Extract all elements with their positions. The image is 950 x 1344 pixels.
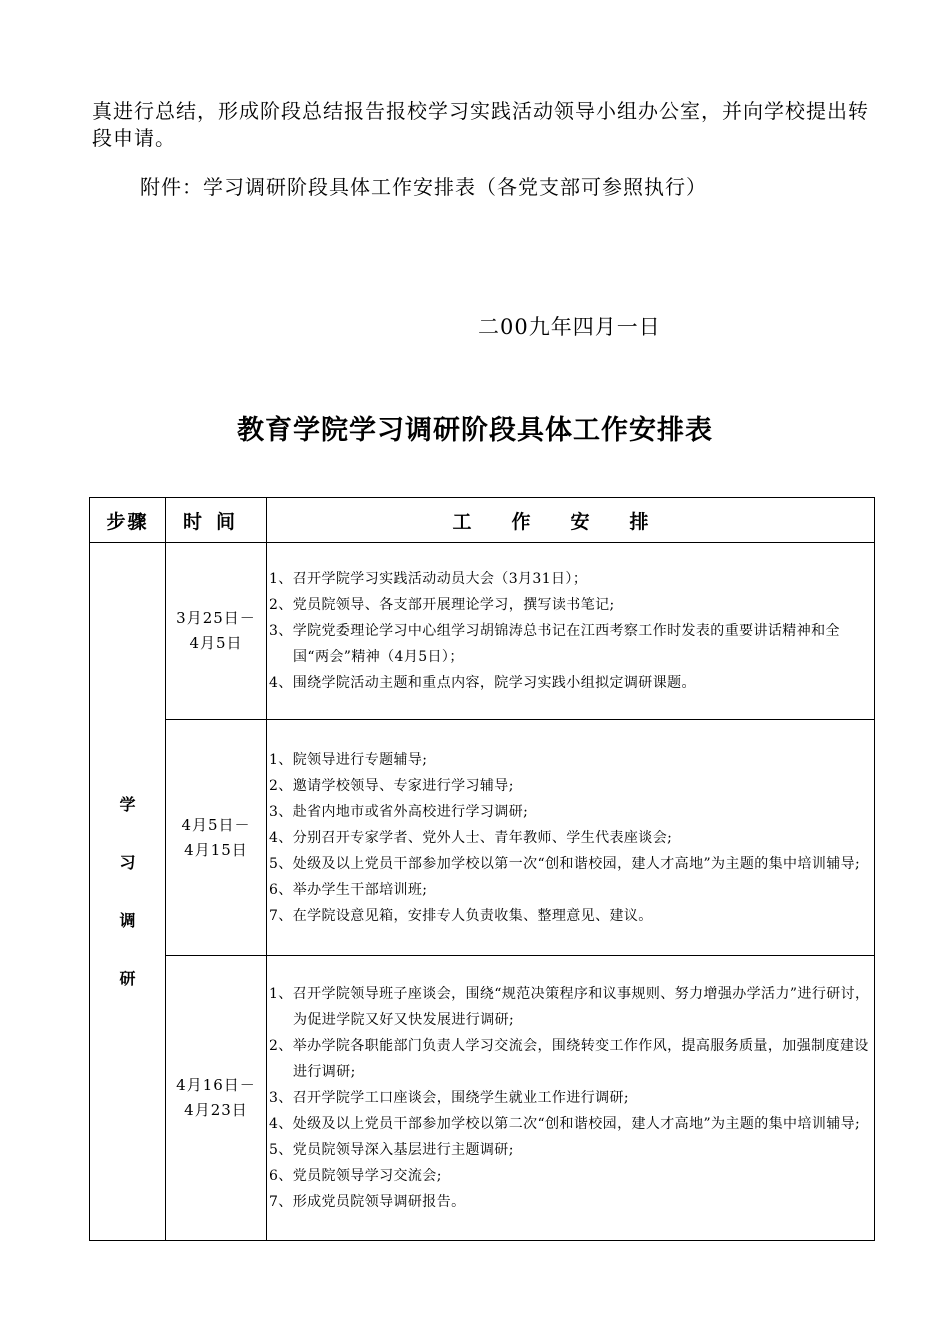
list-item: 3、学院党委理论学习中心组学习胡锦涛总书记在江西考察工作时发表的重要讲话精神和全国“两会”精神（4月5日）； — [269, 623, 840, 665]
list-item: 3、召开学院学工口座谈会，围绕学生就业工作进行调研; — [269, 1090, 630, 1106]
table-row — [90, 956, 875, 1241]
list-item: 1、召开学院领导班子座谈会，围绕“规范决策程序和议事规则、努力增强办学活力”进行研讨，为促进学院又好又快发展进行调研; — [269, 986, 870, 1028]
list-item: 4、分别召开专家学者、党外人士、青年教师、学生代表座谈会; — [269, 829, 673, 846]
list-item: 6、党员院领导学习交流会; — [269, 1168, 442, 1184]
time-cell: 4月5日－ 4月15日 — [166, 720, 267, 956]
list-item: 6、举办学生干部培训班; — [269, 881, 428, 898]
work-cell — [267, 956, 875, 1241]
table-row — [90, 543, 875, 720]
list-item: 7、形成党员院领导调研报告。 — [269, 1194, 466, 1210]
work-cell — [267, 720, 875, 956]
list-item: 4、处级及以上党员干部参加学校以第二次“创和谐校园，建人才高地”为主题的集中培训辅导; — [269, 1116, 861, 1132]
table-row — [90, 720, 875, 956]
list-item: 7、在学院设意见箱，安排专人负责收集、整理意见、建议。 — [269, 907, 653, 924]
step-cell — [90, 543, 166, 1241]
list-item: 2、举办学院各职能部门负责人学习交流会，围绕转变工作作风，提高服务质量，加强制度建设进行调研; — [269, 1038, 869, 1080]
intro-paragraph: 真进行总结，形成阶段总结报告报校学习实践活动领导小组办公室，并向学校提出转段申请。 — [92, 99, 869, 150]
header-work: 工作安排 — [267, 498, 875, 543]
schedule-table — [89, 497, 875, 1241]
schedule-title: 教育学院学习调研阶段具体工作安排表 — [237, 415, 713, 446]
table-header-row — [90, 498, 875, 543]
time-cell: 3月25日－ 4月5日 — [166, 543, 267, 720]
list-item: 5、党员院领导深入基层进行主题调研; — [269, 1142, 514, 1158]
list-item: 4、围绕学院活动主题和重点内容，院学习实践小组拟定调研课题。 — [269, 675, 696, 691]
list-item: 3、赴省内地市或省外高校进行学习调研; — [269, 803, 529, 820]
list-item: 2、邀请学校领导、专家进行学习辅导; — [269, 777, 514, 794]
list-item: 2、党员院领导、各支部开展理论学习，撰写读书笔记; — [269, 597, 615, 613]
list-item: 1、召开学院学习实践活动动员大会（3月31日）； — [269, 571, 588, 587]
list-item: 5、处级及以上党员干部参加学校以第一次“创和谐校园，建人才高地”为主题的集中培训辅导; — [269, 855, 861, 872]
time-cell: 4月16日－ 4月23日 — [166, 956, 267, 1241]
step-label: 学 习 调 研 — [119, 794, 136, 988]
header-time: 时间 — [166, 498, 267, 543]
list-item: 1、院领导进行专题辅导; — [269, 751, 428, 768]
attachment-note: 附件：学习调研阶段具体工作安排表（各党支部可参照执行） — [140, 175, 707, 199]
header-step: 步骤 — [90, 498, 166, 543]
work-cell — [267, 543, 875, 720]
document-date: 二00九年四月一日 — [478, 315, 661, 339]
